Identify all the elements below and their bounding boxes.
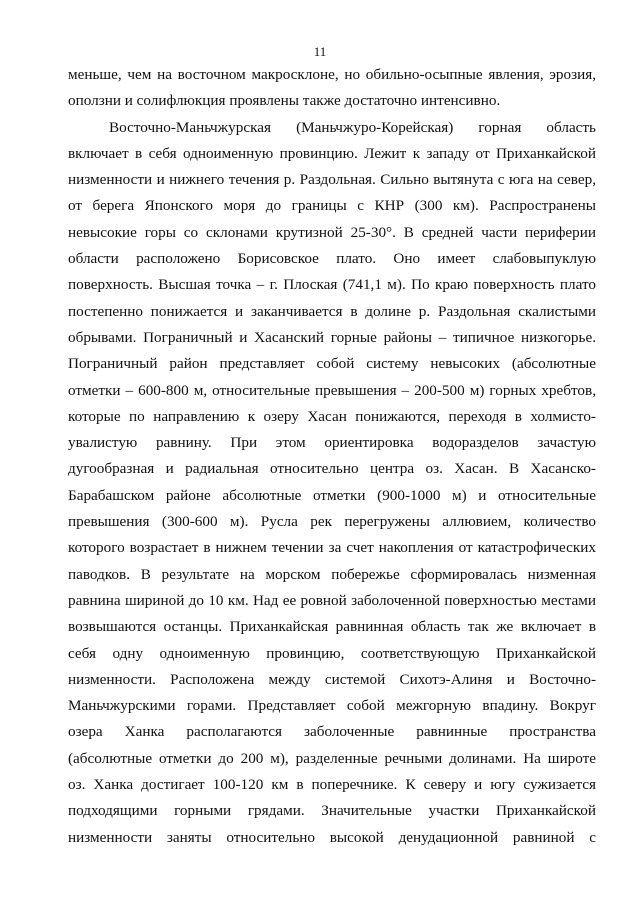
text-line: озера Ханка располагаются заболоченные равнинные пространства bbox=[68, 723, 596, 741]
text-line: себя одну одноименную провинцию, соответствующую Приханкайской bbox=[68, 644, 596, 662]
text-line: от берега Японского моря до границы с КНР (300 км). Распространены bbox=[68, 197, 596, 215]
text-line: поверхность. Высшая точка – г. Плоская (741,1 м). По краю поверхность плато bbox=[68, 276, 596, 294]
text-line: низменности. Расположена между системой Сихотэ-Алиня и Восточно- bbox=[68, 670, 596, 688]
text-line: Восточно-Маньчжурская (Маньчжуро-Корейская) горная область bbox=[109, 118, 596, 136]
text-line: которые по направлению к озеру Хасан понижаются, переходя в холмисто- bbox=[68, 407, 596, 425]
text-line: низменности и нижнего течения р. Раздольная. Сильно вытянута с юга на север, bbox=[68, 171, 596, 189]
text-line: равнина шириной до 10 км. Над ее ровной заболоченной поверхностью местами bbox=[68, 591, 596, 609]
text-line: области расположено Борисовское плато. Оно имеет слабовыпуклую bbox=[68, 250, 596, 268]
text-line: постепенно понижается и заканчивается в долине р. Раздольная скалистыми bbox=[68, 302, 596, 320]
text-line: включает в себя одноименную провинцию. Лежит к западу от Приханкайской bbox=[68, 144, 596, 162]
text-line: которого возрастает в нижнем течении за счет накопления от катастрофических bbox=[68, 539, 596, 557]
text-line: меньше, чем на восточном макросклоне, но обильно-осыпные явления, эрозия, bbox=[68, 66, 596, 83]
text-line: Пограничный район представляет собой систему невысоких (абсолютные bbox=[68, 355, 596, 373]
page-number: 11 bbox=[313, 44, 327, 59]
text-line: превышения (300-600 м). Русла рек перегружены аллювием, количество bbox=[68, 513, 596, 531]
text-line: оползни и солифлюкция проявлены также достаточно интенсивно. bbox=[68, 92, 501, 110]
text-line: подходящими горными грядами. Значительные участки Приханкайской bbox=[68, 802, 596, 820]
text-line: отметки – 600-800 м, относительные превышения – 200-500 м) горных хребтов, bbox=[68, 381, 596, 399]
text-line: низменности заняты относительно высокой денудационной равниной с bbox=[68, 828, 596, 846]
text-line: Барабашском районе абсолютные отметки (900-1000 м) и относительные bbox=[68, 486, 596, 504]
text-line: паводков. В результате на морском побережье сформировалась низменная bbox=[68, 565, 596, 583]
text-line: дугообразная и радиальная относительно центра оз. Хасан. В Хасанско- bbox=[68, 460, 596, 478]
text-line: оз. Ханка достигает 100-120 км в поперечнике. К северу и югу сужизается bbox=[68, 776, 596, 794]
text-line: (абсолютные отметки до 200 м), разделенные речными долинами. На широте bbox=[68, 749, 596, 767]
text-line: возвышаются останцы. Приханкайская равнинная область так же включает в bbox=[68, 618, 596, 636]
body-text bbox=[68, 62, 596, 851]
text-line: невысокие горы со склонами крутизной 25-30°. В средней части периферии bbox=[68, 223, 596, 241]
text-line: обрывами. Пограничный и Хасанский горные районы – типичное низкогорье. bbox=[68, 328, 596, 346]
text-line: Маньчжурскими горами. Представляет собой межгорную впадину. Вокруг bbox=[68, 697, 596, 715]
text-line: увалистую равнину. При этом ориентировка водоразделов зачастую bbox=[68, 434, 596, 452]
